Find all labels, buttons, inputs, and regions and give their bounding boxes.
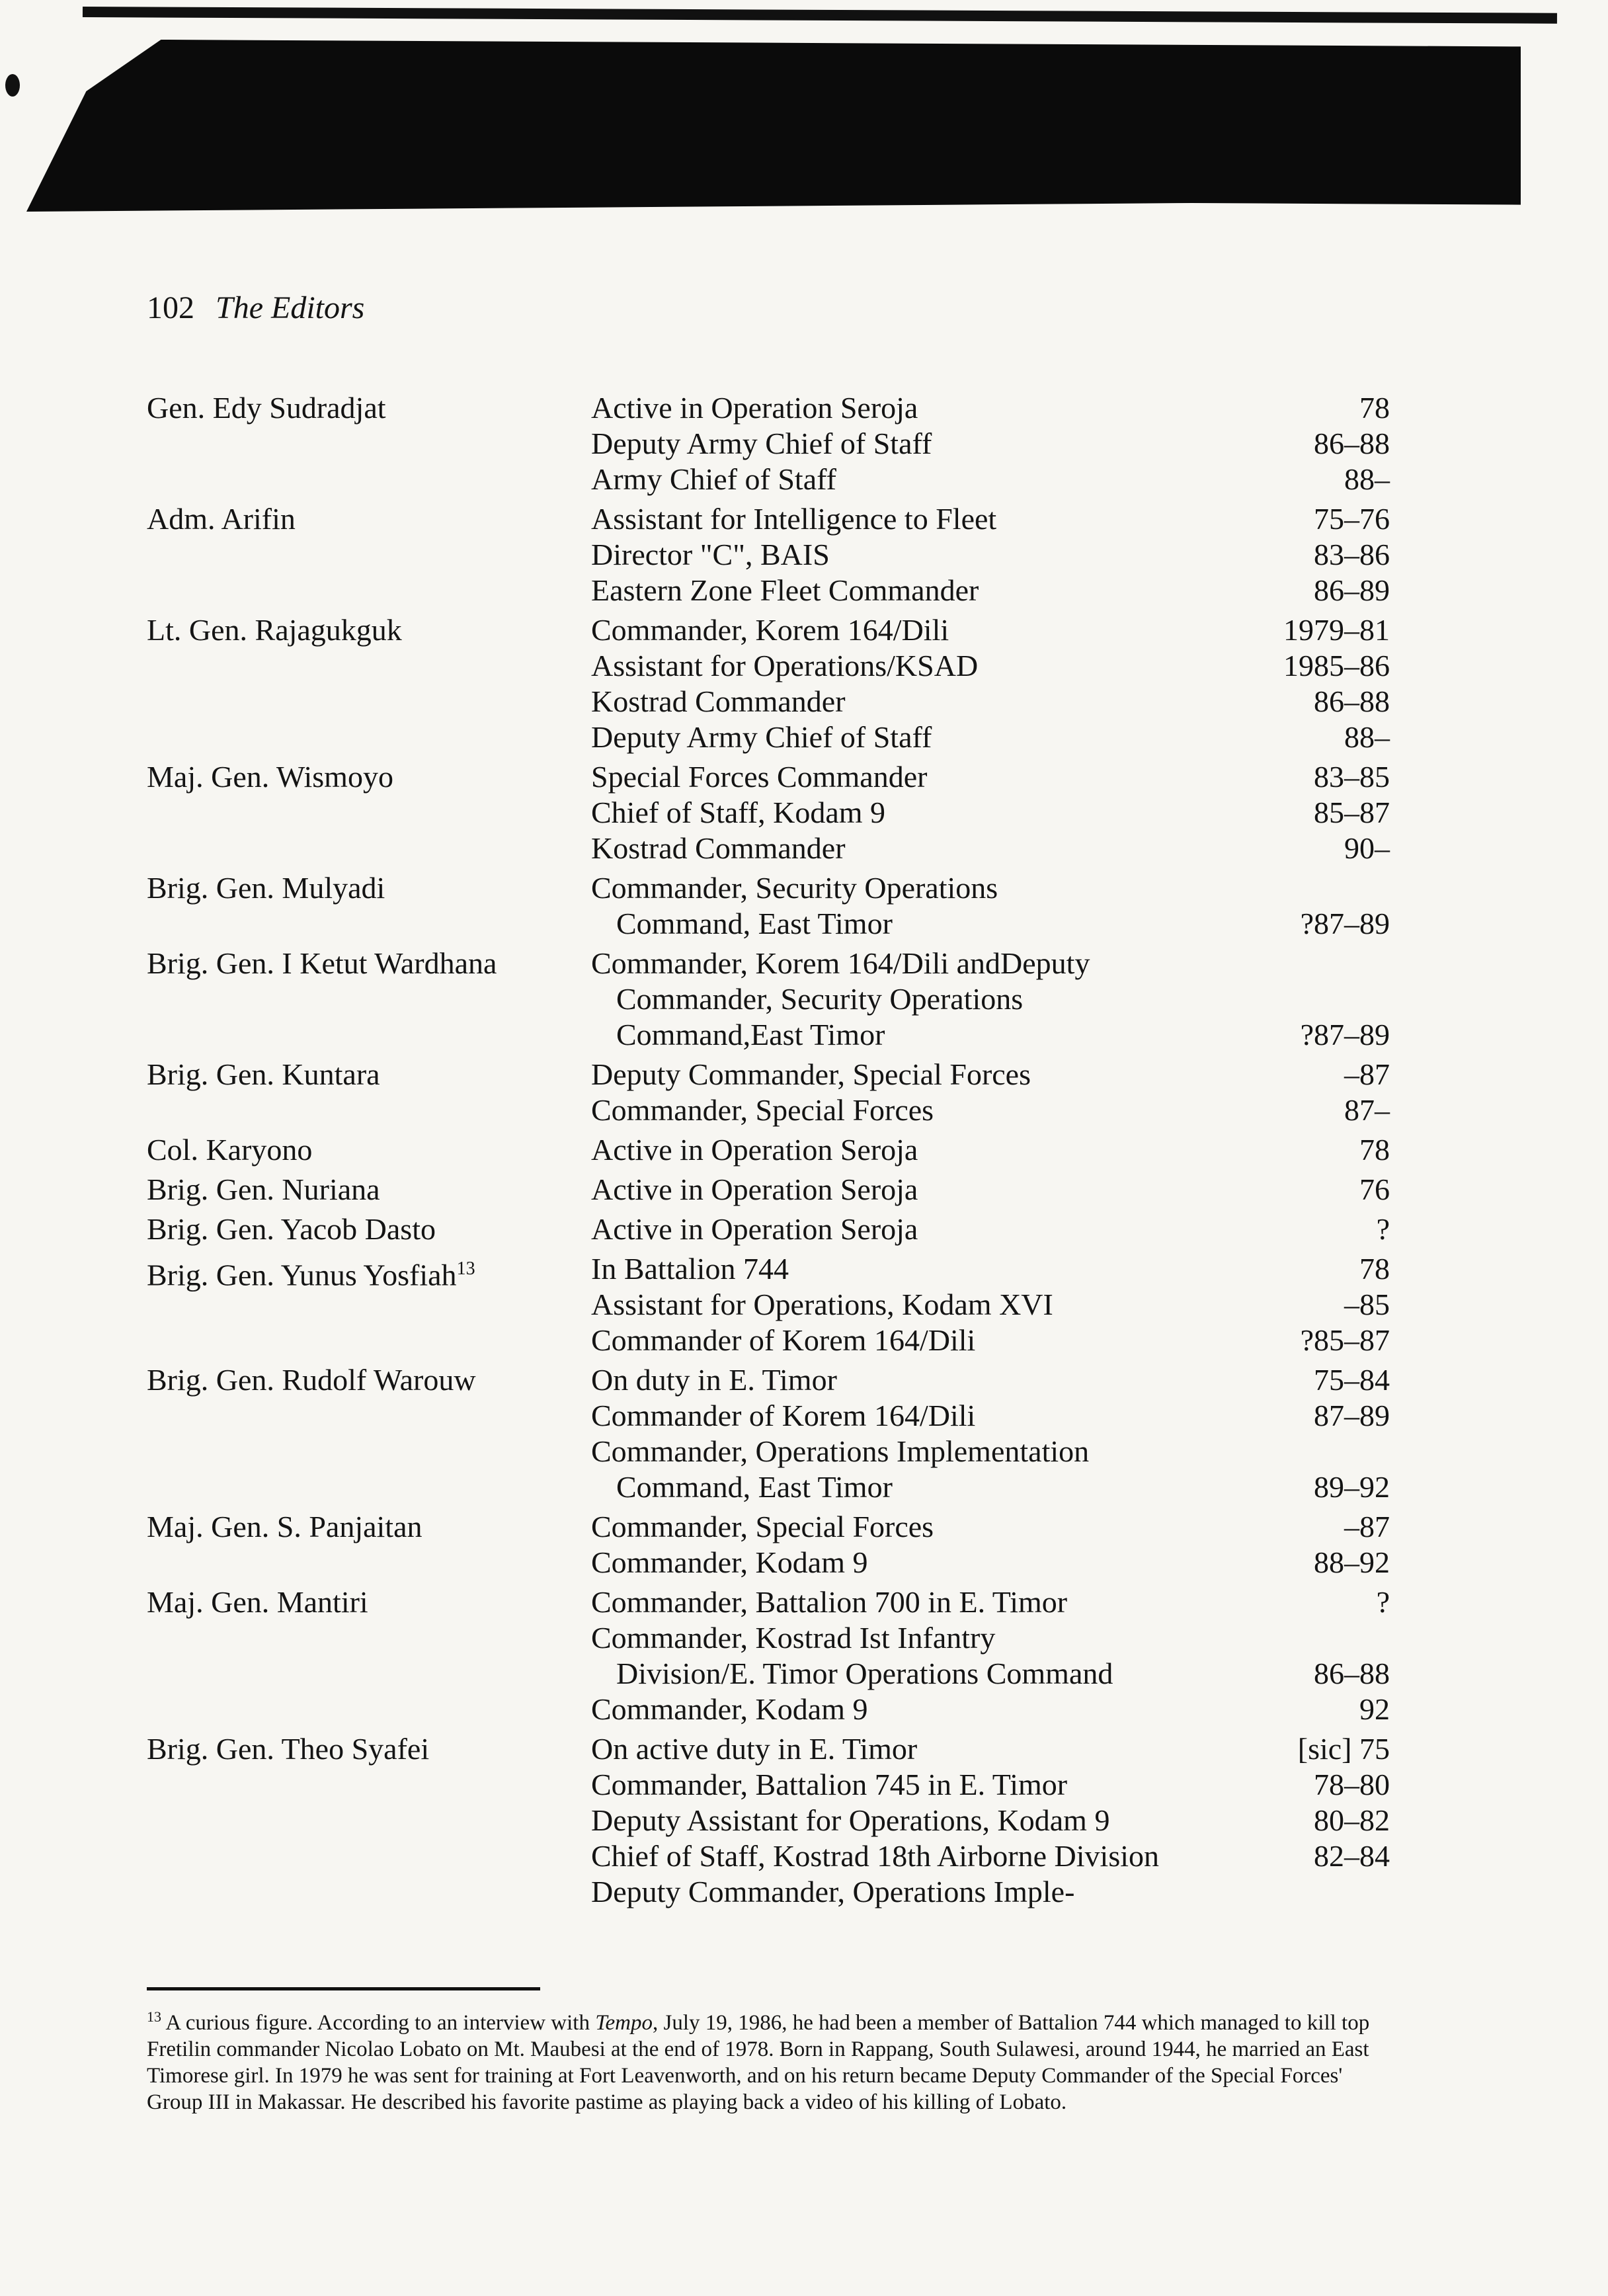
role-line xyxy=(591,1251,1390,1287)
role-title: Assistant for Operations/KSAD xyxy=(591,649,979,682)
role-title: Commander, Operations Implementation xyxy=(591,1434,1090,1468)
role-list xyxy=(591,1731,1390,1910)
role-title: Commander, Kostrad Ist Infantry xyxy=(591,1621,996,1655)
scan-ink-blot xyxy=(5,74,20,97)
role-line xyxy=(591,1731,1390,1767)
officer-entry xyxy=(147,1251,1390,1358)
role-years: 1979–81 xyxy=(1283,613,1390,647)
officer-name xyxy=(147,390,591,497)
role-years: [sic] 75 xyxy=(1297,1732,1390,1766)
role-years: 86–88 xyxy=(1314,427,1390,460)
role-title: Director "C", BAIS xyxy=(591,538,830,571)
role-list xyxy=(591,390,1390,497)
officer-name xyxy=(147,1132,591,1168)
role-list xyxy=(591,1132,1390,1168)
role-line xyxy=(591,1620,1390,1656)
role-list xyxy=(591,1509,1390,1580)
role-title: Deputy Assistant for Operations, Kodam 9 xyxy=(591,1803,1110,1837)
role-title: Assistant for Intelligence to Fleet xyxy=(591,502,997,536)
role-line xyxy=(591,1767,1390,1803)
role-title: On active duty in E. Timor xyxy=(591,1732,918,1766)
role-years: 80–82 xyxy=(1314,1803,1390,1837)
role-list xyxy=(591,612,1390,755)
role-title: Command,East Timor xyxy=(616,1018,885,1051)
officer-entry xyxy=(147,612,1390,755)
role-list xyxy=(591,1172,1390,1208)
officer-name xyxy=(147,946,591,1053)
footnote-publication: Tempo xyxy=(595,2011,653,2035)
role-years: 86–89 xyxy=(1314,573,1390,607)
role-line xyxy=(591,1584,1390,1620)
officer-name-text: Adm. Arifin xyxy=(147,502,296,536)
officer-entry xyxy=(147,501,1390,608)
role-years: ?85–87 xyxy=(1300,1323,1390,1357)
role-list xyxy=(591,870,1390,942)
role-title: Special Forces Commander xyxy=(591,760,928,794)
officer-name xyxy=(147,1057,591,1128)
officer-name xyxy=(147,1731,591,1910)
role-title: Deputy Commander, Operations Imple- xyxy=(591,1875,1075,1908)
officer-name-text: Lt. Gen. Rajagukguk xyxy=(147,613,402,647)
officer-entry xyxy=(147,946,1390,1053)
role-years: 76 xyxy=(1359,1172,1390,1206)
role-years: 83–86 xyxy=(1314,538,1390,571)
role-title: Chief of Staff, Kostrad 18th Airborne Division xyxy=(591,1839,1159,1873)
role-line xyxy=(591,1287,1390,1323)
role-years: 86–88 xyxy=(1314,1657,1390,1690)
role-line xyxy=(591,1132,1390,1168)
officer-name xyxy=(147,1172,591,1208)
role-line xyxy=(591,1656,1390,1692)
officer-name-text: Brig. Gen. Yacob Dasto xyxy=(147,1212,436,1246)
officer-name-text: Brig. Gen. Mulyadi xyxy=(147,871,385,905)
role-years: 82–84 xyxy=(1314,1839,1390,1873)
role-years: –85 xyxy=(1344,1288,1390,1321)
role-title: Active in Operation Seroja xyxy=(591,1172,918,1206)
role-list xyxy=(591,946,1390,1053)
role-line xyxy=(591,648,1390,684)
role-line xyxy=(591,1874,1390,1910)
footnote-number: 13 xyxy=(147,2008,161,2025)
role-title: Command, East Timor xyxy=(616,907,893,940)
role-years: 92 xyxy=(1359,1692,1390,1726)
role-line xyxy=(591,1545,1390,1580)
role-line xyxy=(591,759,1390,795)
role-line xyxy=(591,1017,1390,1053)
role-line xyxy=(591,946,1390,981)
role-line xyxy=(591,1362,1390,1398)
officer-entry xyxy=(147,1132,1390,1168)
role-title: Chief of Staff, Kodam 9 xyxy=(591,796,886,829)
role-title: On duty in E. Timor xyxy=(591,1363,837,1397)
officer-name xyxy=(147,1362,591,1505)
role-years: 87–89 xyxy=(1314,1399,1390,1432)
role-title: Eastern Zone Fleet Commander xyxy=(591,573,979,607)
role-line xyxy=(591,981,1390,1017)
role-years: ?87–89 xyxy=(1300,1018,1390,1051)
role-title: Deputy Army Chief of Staff xyxy=(591,427,932,460)
officer-entry xyxy=(147,870,1390,942)
role-line xyxy=(591,612,1390,648)
role-years: 86–88 xyxy=(1314,684,1390,718)
role-years: 88– xyxy=(1344,720,1390,754)
role-title: Commander, Korem 164/Dili andDeputy xyxy=(591,946,1090,980)
role-line xyxy=(591,870,1390,906)
officer-name-text: Brig. Gen. Rudolf Warouw xyxy=(147,1363,476,1397)
officer-name-text: Maj. Gen. S. Panjaitan xyxy=(147,1510,422,1543)
role-title: Kostrad Commander xyxy=(591,831,846,865)
role-title: In Battalion 744 xyxy=(591,1252,789,1286)
role-title: Commander of Korem 164/Dili xyxy=(591,1399,976,1432)
role-line xyxy=(591,537,1390,573)
running-title: The Editors xyxy=(216,290,365,325)
role-years: 75–76 xyxy=(1314,502,1390,536)
role-list xyxy=(591,1211,1390,1247)
role-years: 1985–86 xyxy=(1283,649,1390,682)
footnote xyxy=(147,2004,1390,2115)
role-line xyxy=(591,1692,1390,1727)
scan-black-band xyxy=(26,40,1521,212)
role-years: –87 xyxy=(1344,1510,1390,1543)
officer-entry xyxy=(147,1731,1390,1910)
role-line xyxy=(591,1469,1390,1505)
role-years: 87– xyxy=(1344,1093,1390,1127)
role-years: 83–85 xyxy=(1314,760,1390,794)
officer-name-text: Brig. Gen. Kuntara xyxy=(147,1057,380,1091)
role-title: Kostrad Commander xyxy=(591,684,846,718)
role-line xyxy=(591,719,1390,755)
footnote-text-before: A curious figure. According to an interview with xyxy=(161,2011,596,2035)
role-title: Army Chief of Staff xyxy=(591,462,836,496)
role-line xyxy=(591,1509,1390,1545)
role-line xyxy=(591,1211,1390,1247)
officer-name-text: Maj. Gen. Wismoyo xyxy=(147,760,393,794)
role-line xyxy=(591,1838,1390,1874)
officer-name-text: Brig. Gen. Theo Syafei xyxy=(147,1732,430,1766)
role-list xyxy=(591,1251,1390,1358)
role-title: Commander, Korem 164/Dili xyxy=(591,613,949,647)
role-title: Command, East Timor xyxy=(616,1470,893,1504)
role-years: 78 xyxy=(1359,1252,1390,1286)
page-number: 102 xyxy=(147,290,194,325)
footnote-rule xyxy=(147,1987,540,1990)
role-years: 75–84 xyxy=(1314,1363,1390,1397)
officer-list xyxy=(147,390,1390,1914)
officer-name xyxy=(147,1251,591,1358)
officer-entry xyxy=(147,759,1390,866)
role-title: Active in Operation Seroja xyxy=(591,1133,918,1167)
role-title: Deputy Commander, Special Forces xyxy=(591,1057,1031,1091)
officer-name xyxy=(147,1211,591,1247)
officer-name xyxy=(147,870,591,942)
role-years: 78–80 xyxy=(1314,1768,1390,1801)
officer-name-text: Brig. Gen. Yunus Yosfiah xyxy=(147,1258,457,1292)
role-years: 78 xyxy=(1359,391,1390,425)
officer-entry xyxy=(147,390,1390,497)
officer-name-text: Brig. Gen. Nuriana xyxy=(147,1172,380,1206)
officer-name-text: Maj. Gen. Mantiri xyxy=(147,1585,368,1619)
officer-name xyxy=(147,501,591,608)
role-line xyxy=(591,1398,1390,1434)
role-years: ? xyxy=(1376,1585,1390,1619)
officer-name-text: Gen. Edy Sudradjat xyxy=(147,391,386,425)
role-line xyxy=(591,1172,1390,1208)
role-line xyxy=(591,831,1390,866)
role-line xyxy=(591,501,1390,537)
footnote-reference: 13 xyxy=(456,1258,475,1279)
role-title: Commander of Korem 164/Dili xyxy=(591,1323,976,1357)
officer-name xyxy=(147,612,591,755)
role-line xyxy=(591,906,1390,942)
role-title: Commander, Kodam 9 xyxy=(591,1545,868,1579)
officer-name xyxy=(147,1509,591,1580)
role-list xyxy=(591,1362,1390,1505)
role-years: 78 xyxy=(1359,1133,1390,1167)
role-line xyxy=(591,1057,1390,1092)
role-title: Commander, Kodam 9 xyxy=(591,1692,868,1726)
role-title: Commander, Special Forces xyxy=(591,1093,934,1127)
role-title: Active in Operation Seroja xyxy=(591,1212,918,1246)
role-line xyxy=(591,573,1390,608)
officer-name xyxy=(147,1584,591,1727)
role-line xyxy=(591,390,1390,426)
role-line xyxy=(591,1803,1390,1838)
officer-name-text: Col. Karyono xyxy=(147,1133,313,1167)
role-years: ?87–89 xyxy=(1300,907,1390,940)
role-years: ? xyxy=(1376,1212,1390,1246)
footnote-text-after: , July 19, 1986, he had been a member of Battalion 744 which managed to kill top Fretilin commander Nicolao Lobato on Mt. Maubesi at the end of 1978. Born in Rappang, South Sulawesi, around 1944, he married an East Timorese girl. In 1979 he was sent for training at Fort Leavenworth, and on his return became Deputy Commander of the Special Forces' Group III in Makassar. He described his favorite pastime as playing back a video of his killing of Lobato. xyxy=(147,2011,1370,2114)
officer-name-text: Brig. Gen. I Ketut Wardhana xyxy=(147,946,497,980)
scan-top-rule xyxy=(83,7,1557,24)
role-list xyxy=(591,1057,1390,1128)
role-list xyxy=(591,501,1390,608)
officer-entry xyxy=(147,1172,1390,1208)
role-title: Assistant for Operations, Kodam XVI xyxy=(591,1288,1053,1321)
role-title: Deputy Army Chief of Staff xyxy=(591,720,932,754)
role-years: 88–92 xyxy=(1314,1545,1390,1579)
running-header xyxy=(147,290,364,326)
officer-name xyxy=(147,759,591,866)
role-line xyxy=(591,1434,1390,1469)
role-line xyxy=(591,1092,1390,1128)
officer-entry xyxy=(147,1211,1390,1247)
role-years: 85–87 xyxy=(1314,796,1390,829)
role-line xyxy=(591,684,1390,719)
officer-entry xyxy=(147,1584,1390,1727)
officer-entry xyxy=(147,1057,1390,1128)
role-line xyxy=(591,462,1390,497)
role-years: 90– xyxy=(1344,831,1390,865)
role-line xyxy=(591,426,1390,462)
role-years: 88– xyxy=(1344,462,1390,496)
role-title: Commander, Security Operations xyxy=(616,982,1024,1016)
role-title: Active in Operation Seroja xyxy=(591,391,918,425)
role-title: Commander, Battalion 700 in E. Timor xyxy=(591,1585,1068,1619)
role-title: Division/E. Timor Operations Command xyxy=(616,1657,1113,1690)
role-title: Commander, Battalion 745 in E. Timor xyxy=(591,1768,1068,1801)
role-list xyxy=(591,1584,1390,1727)
role-line xyxy=(591,1323,1390,1358)
role-title: Commander, Special Forces xyxy=(591,1510,934,1543)
role-line xyxy=(591,795,1390,831)
officer-entry xyxy=(147,1362,1390,1505)
role-title: Commander, Security Operations xyxy=(591,871,998,905)
role-list xyxy=(591,759,1390,866)
officer-entry xyxy=(147,1509,1390,1580)
role-years: 89–92 xyxy=(1314,1470,1390,1504)
role-years: –87 xyxy=(1344,1057,1390,1091)
